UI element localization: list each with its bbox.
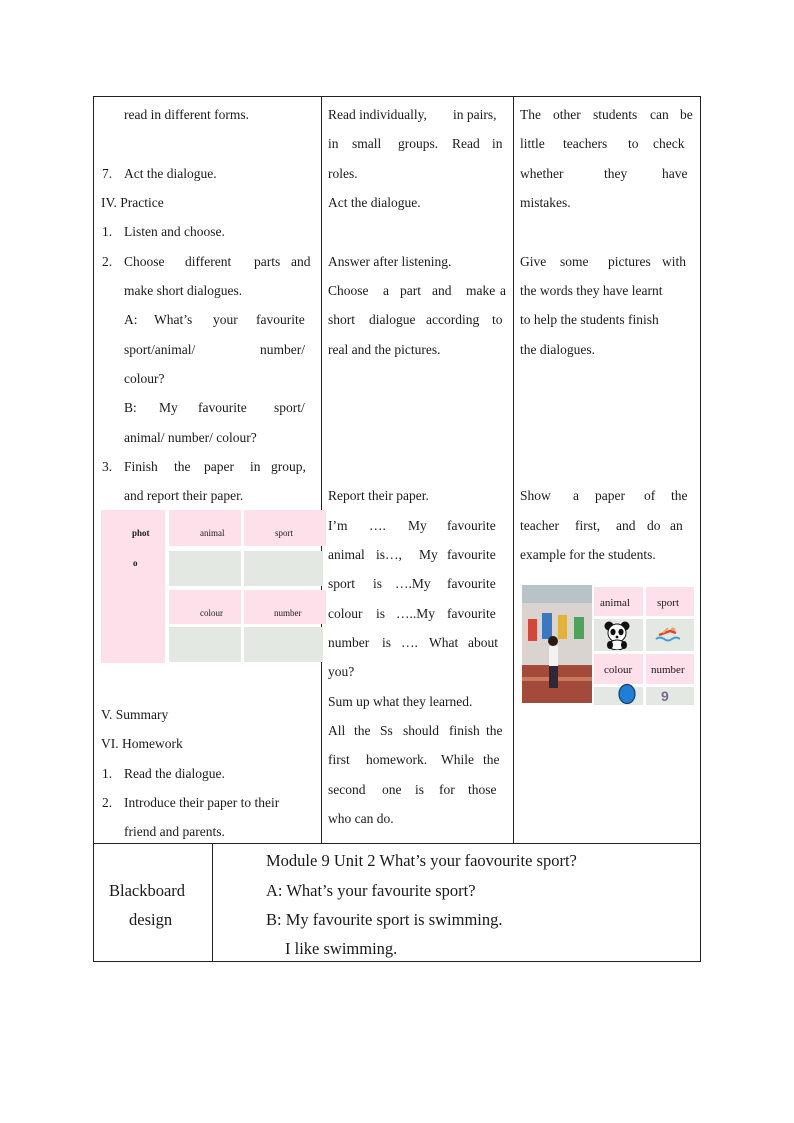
step-number: 2. [102,795,113,810]
activity-line: you? [328,664,355,679]
word: for [439,782,455,797]
procedure-line: friend and parents. [124,824,225,839]
colour-label: colour [200,608,223,618]
word: …. [401,635,418,650]
word: your [213,312,238,327]
activity-line: Answer after listening. [328,254,452,269]
word: is [373,576,383,591]
blackboard-line: Module 9 Unit 2 What’s your faovourite sport? [266,851,577,870]
procedure-line: Read the dialogue. [124,766,225,781]
blackboard-label: Blackboard [109,881,186,900]
blackboard-line: I like swimming. [285,939,398,958]
word: teachers [563,136,608,151]
colour-label: colour [604,664,633,676]
word: …..My [396,606,436,621]
number-answer-cell [244,627,323,662]
word: in [492,136,503,151]
section-heading-homework: VI. Homework [101,736,183,751]
word: My [419,547,438,562]
word: is…, [376,547,402,562]
word: Give [520,254,547,269]
purpose-line: example for the students. [520,547,656,562]
word: Show [520,488,551,503]
word: favourite [447,606,496,621]
word: check [653,136,685,151]
word: homework. [366,752,428,767]
word: in [250,459,261,474]
word: to [628,136,639,151]
number-answer-cell [646,687,694,705]
word: they [604,166,628,181]
photo-label: phot [132,528,150,538]
word: of [644,488,656,503]
word: favourite [447,547,496,562]
word: the [174,459,191,474]
word: students [593,107,638,122]
procedure-line: Listen and choose. [124,224,225,239]
swimmer-icon [654,624,680,644]
word: I’m [328,518,348,533]
word: part [400,283,421,298]
word: colour [328,606,363,621]
activity-line: Sum up what they learned. [328,694,473,709]
word: B: [124,400,137,415]
word: do [647,518,661,533]
sport-label: sport [275,528,293,538]
word: the [354,723,371,738]
table-border-right [700,96,701,962]
animal-label: animal [200,528,225,538]
word: to [492,312,503,327]
activity-line: roles. [328,166,358,181]
blackboard-label-divider [212,843,213,961]
word: Read [452,136,480,151]
word: Choose [124,254,165,269]
purpose-line: to help the students finish [520,312,659,327]
activity-line: Report their paper. [328,488,429,503]
sport-label: sport [657,597,679,609]
word: What’s [154,312,193,327]
word: about [468,635,498,650]
column-divider-1 [321,96,322,844]
word: and [432,283,452,298]
word: Ss [380,723,393,738]
word: can [650,107,669,122]
student-photo [522,585,592,703]
word: the [483,752,500,767]
word: sport [328,576,355,591]
procedure-line: and report their paper. [124,488,244,503]
word: some [560,254,589,269]
word: A: [124,312,138,327]
word: group, [271,459,306,474]
word: first [328,752,350,767]
word: different [185,254,232,269]
word: Finish [124,459,158,474]
blackboard-line: A: What’s your favourite sport? [266,881,476,900]
word: While [441,752,474,767]
section-heading-summary: V. Summary [101,707,169,722]
word: number/ [260,342,305,357]
word: paper [595,488,625,503]
activity-line: real and the pictures. [328,342,441,357]
blackboard-label: design [129,910,173,929]
word: animal [328,547,365,562]
word: those [468,782,497,797]
number-label: number [651,664,685,676]
number-label: number [274,608,302,618]
procedure-line: colour? [124,371,165,386]
word: favourite [198,400,247,415]
photo-label: o [133,558,138,568]
step-number: 7. [102,166,113,181]
animal-answer-cell [169,551,241,586]
word: The [520,107,541,122]
word: make [466,283,496,298]
word: according [426,312,480,327]
purpose-line: mistakes. [520,195,571,210]
word: Choose [328,283,369,298]
word: have [662,166,688,181]
word: parts [254,254,281,269]
procedure-line: read in different forms. [124,107,249,122]
word: groups. [398,136,439,151]
sport-answer-cell [244,551,323,586]
purpose-line: the dialogues. [520,342,595,357]
word: ….My [395,576,431,591]
word: second [328,782,366,797]
word: in [328,136,339,151]
word: number [328,635,370,650]
word: All [328,723,346,738]
word: one [382,782,402,797]
word: the [671,488,688,503]
word: with [662,254,687,269]
word: and [291,254,311,269]
blue-circle-icon [617,683,637,705]
number-header-cell [244,590,326,624]
animal-label: animal [600,597,630,609]
activity-line: who can do. [328,811,394,826]
blackboard-line: B: My favourite sport is swimming. [266,910,503,929]
word: dialogue [369,312,416,327]
activity-line: Act the dialogue. [328,195,421,210]
step-number: 1. [102,766,113,781]
number-value: 9 [661,688,669,704]
word: a [500,283,506,298]
table-border-top [93,96,701,97]
word: first, [575,518,601,533]
word: finish [449,723,480,738]
procedure-line: make short dialogues. [124,283,243,298]
word: favourite [447,576,496,591]
word: an [670,518,683,533]
word: pictures [608,254,651,269]
word: teacher [520,518,559,533]
word: sport/animal/ [124,342,196,357]
colour-header-cell [169,590,241,624]
panda-icon [603,620,631,650]
word: favourite [447,518,496,533]
table-border-left [93,96,94,962]
word: paper [204,459,234,474]
row-divider-blackboard [93,843,701,844]
procedure-line: animal/ number/ colour? [124,430,257,445]
word: My [159,400,178,415]
procedure-line: Act the dialogue. [124,166,217,181]
word: should [403,723,440,738]
word: sport/ [274,400,305,415]
word: other [553,107,581,122]
word: small [352,136,382,151]
word: …. [369,518,386,533]
procedure-line: Introduce their paper to their [124,795,280,810]
step-number: 3. [102,459,113,474]
word: favourite [256,312,305,327]
colour-answer-cell [169,627,241,662]
word: What [429,635,459,650]
word: is [376,606,386,621]
word: Read individually, [328,107,427,122]
word: is [382,635,392,650]
word: and [616,518,636,533]
purpose-line: the words they have learnt [520,283,663,298]
word: little [520,136,545,151]
word: be [680,107,693,122]
table-border-bottom [93,961,701,962]
step-number: 2. [102,254,113,269]
word: the [486,723,503,738]
word: My [408,518,427,533]
word: a [383,283,389,298]
word: in pairs, [453,107,497,122]
step-number: 1. [102,224,113,239]
word: a [573,488,579,503]
column-divider-2 [513,96,514,844]
word: whether [520,166,564,181]
word: short [328,312,355,327]
word: is [415,782,425,797]
section-heading-practice: IV. Practice [101,195,164,210]
